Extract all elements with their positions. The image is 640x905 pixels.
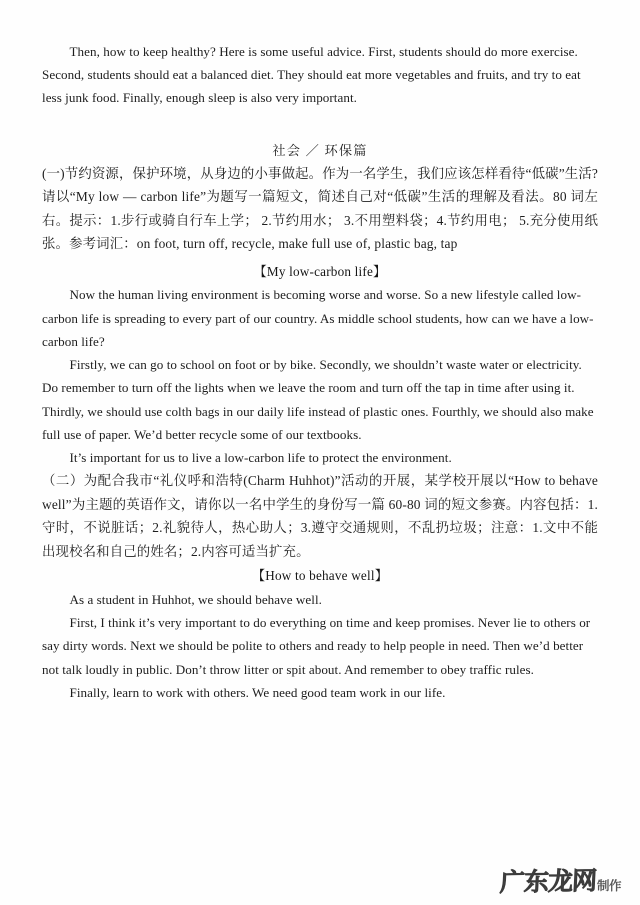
section-heading: 社会 ／ 环保篇	[272, 142, 368, 158]
essay-one-paragraph-3: It’s important for us to live a low-carbon life to protect the environment.	[69, 449, 452, 465]
watermark-main-text: 广东龙网	[499, 865, 597, 898]
question-one-prompt: (一)节约资源，保护环境，从身边的小事做起。作为一名学生，我们应该怎样看待“低碳”生活?请以“My low — carbon life”为题写一篇短文，简述自己对“低碳”生活的理解及看法。80 词左右。提示：1.步行或骑自行车上学； 2.节约用水； 3.不用塑料袋；4.节约用电； 5.充分使用纸张。参考词汇：on foot, turn off, recycle, make full use of, plastic bag, tap	[42, 165, 598, 252]
essay-two-paragraph-1: As a student in Huhhot, we should behave well.	[69, 591, 322, 607]
essay-one-paragraph-1: Now the human living environment is becoming worse and worse. So a new lifestyle called low-carbon life is spreading to every part of our country. As middle school students, how can we have a low-carbon life?	[42, 287, 594, 349]
watermark-sub-text: 制作	[597, 877, 622, 893]
document-text-column	[42, 40, 598, 704]
watermark	[499, 852, 638, 898]
spacer	[42, 110, 598, 140]
question-two-prompt: （二）为配合我市“礼仪呼和浩特(Charm Huhhot)”活动的开展，某学校开展以“How to behave well”为主题的英语作文，请你以一名中学生的身份写一篇 60-80 词的短文参赛。内容包括：1.守时，不说脏话；2.礼貌待人，热心助人；3.遵守交通规则，不乱扔垃圾；注意：1.文中不能出现校名和自己的姓名；2.内容可适当扩充。	[42, 473, 598, 559]
essay-one-paragraph-2: Firstly, we can go to school on foot or by bike. Secondly, we shouldn’t waste water or electricity. Do remember to turn off the lights when we leave the room and turn off the tap in time after using it. Thirdly, we should use colth bags in our daily life instead of plastic ones. Fourthly, we should also make full use of paper. We’d better recycle some of our textbooks.	[42, 357, 594, 442]
essay-one-title: 【My low-carbon life】	[253, 263, 387, 279]
essay-two-title: 【How to behave well】	[251, 568, 389, 584]
intro-paragraph: Then, how to keep healthy? Here is some useful advice. First, students should do more exercise. Second, students should eat a balanced diet. They should eat more vegetables and fruits, and try to eat less junk food. Finally, enough sleep is also very important.	[42, 44, 581, 106]
essay-two-paragraph-2: First, I think it’s very important to do everything on time and keep promises. Never lie to others or say dirty words. Next we should be polite to others and ready to help people in need. Then we’d better not talk loudly in public. Don’t throw litter or spit about. And remember to obey traffic rules.	[42, 615, 591, 677]
essay-two-paragraph-3: Finally, learn to work with others. We need good team work in our life.	[69, 684, 446, 700]
